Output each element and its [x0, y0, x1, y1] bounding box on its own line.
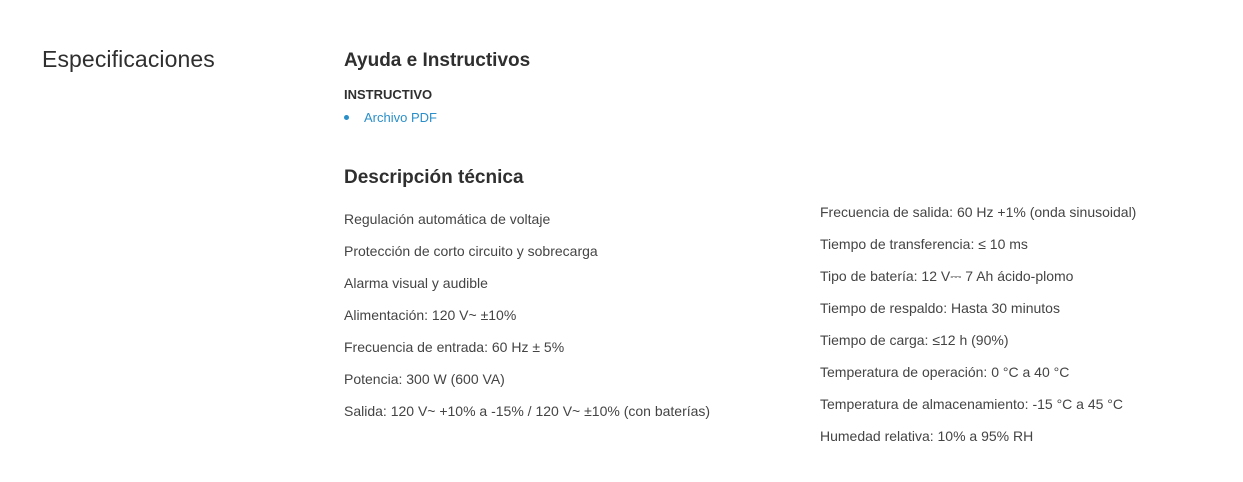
spec-item: Tipo de batería: 12 V⎓ 7 Ah ácido-plomo — [820, 268, 1074, 284]
pdf-file-link[interactable]: Archivo PDF — [364, 109, 437, 125]
spec-item: Tiempo de respaldo: Hasta 30 minutos — [820, 300, 1060, 316]
spec-item: Temperatura de operación: 0 °C a 40 °C — [820, 364, 1070, 380]
help-title: Ayuda e Instructivos — [344, 50, 531, 71]
spec-item: Frecuencia de salida: 60 Hz +1% (onda sinusoidal) — [820, 204, 1137, 220]
section-title: Especificaciones — [42, 46, 215, 72]
spec-item: Alimentación: 120 V~ ±10% — [344, 307, 517, 323]
spec-item: Regulación automática de voltaje — [344, 211, 551, 227]
instructivo-links — [344, 108, 437, 126]
spec-list-left — [344, 210, 710, 434]
bullet-icon — [344, 115, 349, 120]
spec-item: Alarma visual y audible — [344, 275, 488, 291]
spec-item: Temperatura de almacenamiento: -15 °C a 45 °C — [820, 396, 1124, 412]
description-title: Descripción técnica — [344, 167, 524, 188]
spec-item: Salida: 120 V~ +10% a -15% / 120 V~ ±10% (con baterías) — [344, 403, 711, 419]
spec-item: Tiempo de transferencia: ≤ 10 ms — [820, 236, 1028, 252]
spec-item: Protección de corto circuito y sobrecarga — [344, 243, 598, 259]
instructivo-link-item — [344, 108, 437, 126]
spec-item: Tiempo de carga: ≤12 h (90%) — [820, 332, 1009, 348]
spec-item: Potencia: 300 W (600 VA) — [344, 371, 505, 387]
spec-item: Humedad relativa: 10% a 95% RH — [820, 428, 1034, 444]
instructivo-label: INSTRUCTIVO — [344, 87, 433, 102]
spec-item: Frecuencia de entrada: 60 Hz ± 5% — [344, 339, 565, 355]
spec-list-right — [820, 203, 1136, 459]
